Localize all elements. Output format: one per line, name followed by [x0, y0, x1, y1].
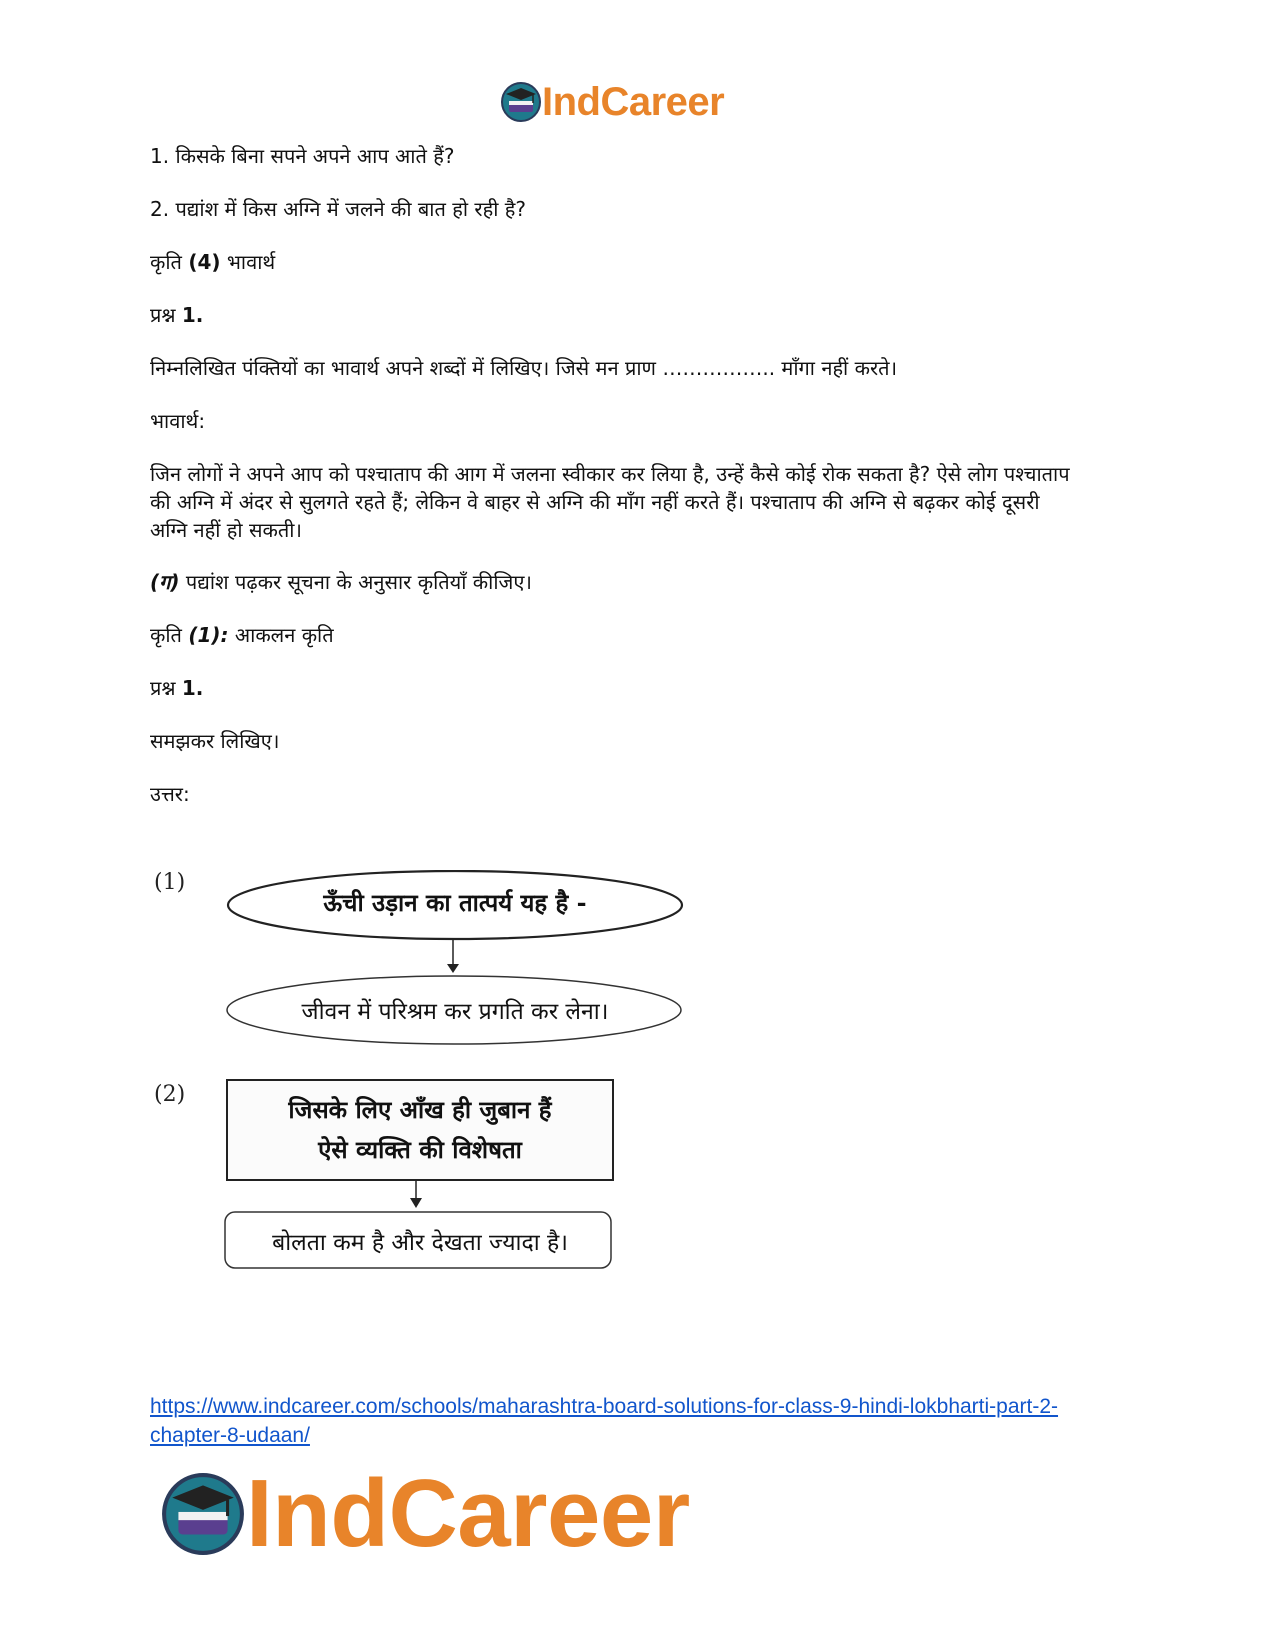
kriti-1-number: (1): [188, 623, 229, 647]
item-1-arrowhead [447, 964, 459, 973]
question-2: 2. पद्यांश में किस अग्नि में जलने की बात हो रही है? [150, 197, 526, 221]
ga-text: पद्यांश पढ़कर सूचना के अनुसार कृतियाँ कीजिए। [179, 570, 532, 594]
prashn-a-heading [150, 301, 1140, 329]
prashn-b-label: प्रश्न [150, 676, 182, 700]
bhavarth-paragraph: जिन लोगों ने अपने आप को पश्चाताप की आग में जलना स्वीकार कर लिया है, उन्हें कैसे कोई रोक सकता है? ऐसे लोग पश्चाताप की अग्नि में अंदर से सुलगते रहते हैं; लेकिन वे बाहर से अग्नि की माँग नहीं करते हैं। पश्चाताप की अग्नि से बढ़कर कोई दूसरी अग्नि नहीं हो सकती। [150, 462, 1070, 542]
item-2-top-line-1: जिसके लिए आँख ही जुबान हैं [288, 1095, 552, 1124]
item-2-arrowhead [410, 1198, 422, 1208]
kriti-4-suffix: भावार्थ [220, 250, 276, 274]
prashn-a-label: प्रश्न [150, 303, 182, 327]
graduation-book-icon [500, 81, 542, 123]
samjhkar-text: समझकर लिखिए। [150, 729, 280, 753]
bhavarth-label: भावार्थ: [150, 409, 206, 433]
answer-diagram [150, 870, 710, 1300]
item-1-bottom-text: जीवन में परिश्रम कर प्रगति कर लेना। [301, 999, 609, 1025]
prashn-a-number: 1. [181, 303, 204, 327]
kriti-1-heading [150, 621, 1140, 649]
item-2-number: (2) [154, 1082, 186, 1107]
ga-instruction [150, 568, 1140, 596]
kriti-4-heading [150, 248, 1140, 276]
header-logo [500, 80, 724, 124]
logo-wordmark: IndCareer [542, 80, 725, 124]
uttar-label: उत्तर: [150, 782, 190, 806]
kriti-4-number: (4) [188, 250, 221, 274]
kriti-1-prefix: कृति [150, 623, 189, 647]
item-2-bottom-text: बोलता कम है और देखता ज्यादा है। [272, 1230, 568, 1256]
source-link[interactable]: https://www.indcareer.com/schools/maharashtra-board-solutions-for-class-9-hindi-lokbharti-part-2-chapter-8-udaan/ [150, 1395, 1059, 1447]
kriti-4-prefix: कृति [150, 250, 189, 274]
footer-logo [160, 1460, 690, 1567]
graduation-book-icon [160, 1471, 246, 1557]
ga-label: (ग) [150, 570, 180, 594]
item-1-top-text: ऊँची उड़ान का तात्पर्य यह है - [323, 888, 587, 917]
item-2-top-line-2: ऐसे व्यक्ति की विशेषता [318, 1135, 522, 1164]
prashn-b-heading [150, 674, 1140, 702]
prashn-b-number: 1. [181, 676, 204, 700]
instruction-text: निम्नलिखित पंक्तियों का भावार्थ अपने शब्दों में लिखिए। जिसे मन प्राण …………….. माँगा नहीं करते। [150, 356, 898, 380]
kriti-1-suffix: आकलन कृति [228, 623, 334, 647]
item-2-top-text [230, 1090, 610, 1170]
item-1-number: (1) [154, 870, 186, 895]
logo-wordmark: IndCareer [246, 1460, 690, 1567]
question-1: 1. किसके बिना सपने अपने आप आते हैं? [150, 144, 455, 168]
